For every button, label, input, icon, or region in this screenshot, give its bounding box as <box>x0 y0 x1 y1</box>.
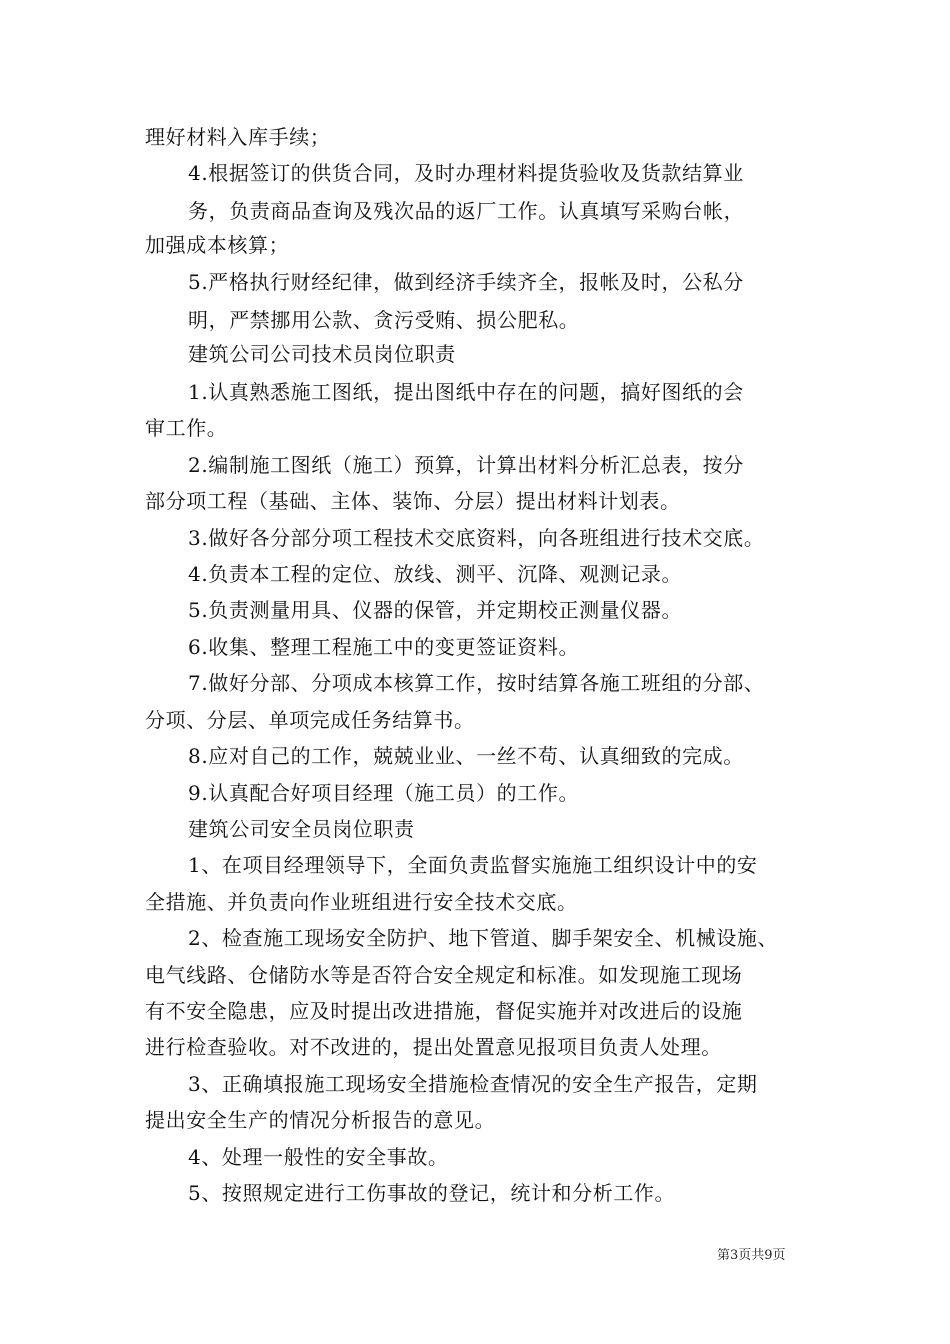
text-line: 3、正确填报施工现场安全措施检查情况的安全生产报告，定期 <box>188 1072 758 1096</box>
text-line: 进行检查验收。对不改进的，提出处置意见报项目负责人处理。 <box>145 1035 722 1059</box>
section-heading: 建筑公司公司技术员岗位职责 <box>188 342 456 366</box>
text-line: 9.认真配合好项目经理（施工员）的工作。 <box>188 781 580 805</box>
page-number-footer: 第3页共9页 <box>717 1248 786 1263</box>
text-line: 全措施、并负责向作业班组进行安全技术交底。 <box>145 890 578 914</box>
text-line: 务，负责商品查询及残次品的返厂工作。认真填写采购台帐， <box>188 199 745 223</box>
text-line: 3.做好各分部分项工程技术交底资料，向各班组进行技术交底。 <box>188 526 765 550</box>
section-heading: 建筑公司安全员岗位职责 <box>188 817 415 841</box>
text-line: 7.做好分部、分项成本核算工作，按时结算各施工班组的分部、 <box>188 671 765 695</box>
text-line: 6.收集、整理工程施工中的变更签证资料。 <box>188 635 580 659</box>
text-line: 5、按照规定进行工伤事故的登记，统计和分析工作。 <box>188 1181 676 1205</box>
text-line: 理好材料入库手续； <box>145 125 331 149</box>
text-line: 5.负责测量用具、仪器的保管，并定期校正测量仪器。 <box>188 598 683 622</box>
text-line: 4.负责本工程的定位、放线、测平、沉降、观测记录。 <box>188 562 683 586</box>
text-line: 2.编制施工图纸（施工）预算，计算出材料分析汇总表，按分 <box>188 453 744 477</box>
text-line: 加强成本核算； <box>145 233 290 257</box>
text-line: 8.应对自己的工作，兢兢业业、一丝不苟、认真细致的完成。 <box>188 744 744 768</box>
text-line: 1.认真熟悉施工图纸，提出图纸中存在的问题，搞好图纸的会 <box>188 380 744 404</box>
text-line: 部分项工程（基础、主体、装饰、分层）提出材料计划表。 <box>145 489 681 513</box>
text-line: 分项、分层、单项完成任务结算书。 <box>145 708 475 732</box>
text-line: 4.根据签订的供货合同，及时办理材料提货验收及货款结算业 <box>188 161 744 185</box>
text-line: 2、检查施工现场安全防护、地下管道、脚手架安全、机械设施、 <box>188 926 779 950</box>
text-line: 审工作。 <box>145 416 228 440</box>
text-line: 电气线路、仓储防水等是否符合安全规定和标准。如发现施工现场 <box>145 963 743 987</box>
text-line: 有不安全隐患，应及时提出改进措施，督促实施并对改进后的设施 <box>145 999 743 1023</box>
text-line: 明，严禁挪用公款、贪污受贿、损公肥私。 <box>188 308 580 332</box>
text-line: 提出安全生产的情况分析报告的意见。 <box>145 1108 496 1132</box>
text-line: 1、在项目经理领导下，全面负责监督实施施工组织设计中的安 <box>188 853 758 877</box>
text-line: 4、处理一般性的安全事故。 <box>188 1145 449 1169</box>
text-line: 5.严格执行财经纪律，做到经济手续齐全，报帐及时，公私分 <box>188 270 744 294</box>
